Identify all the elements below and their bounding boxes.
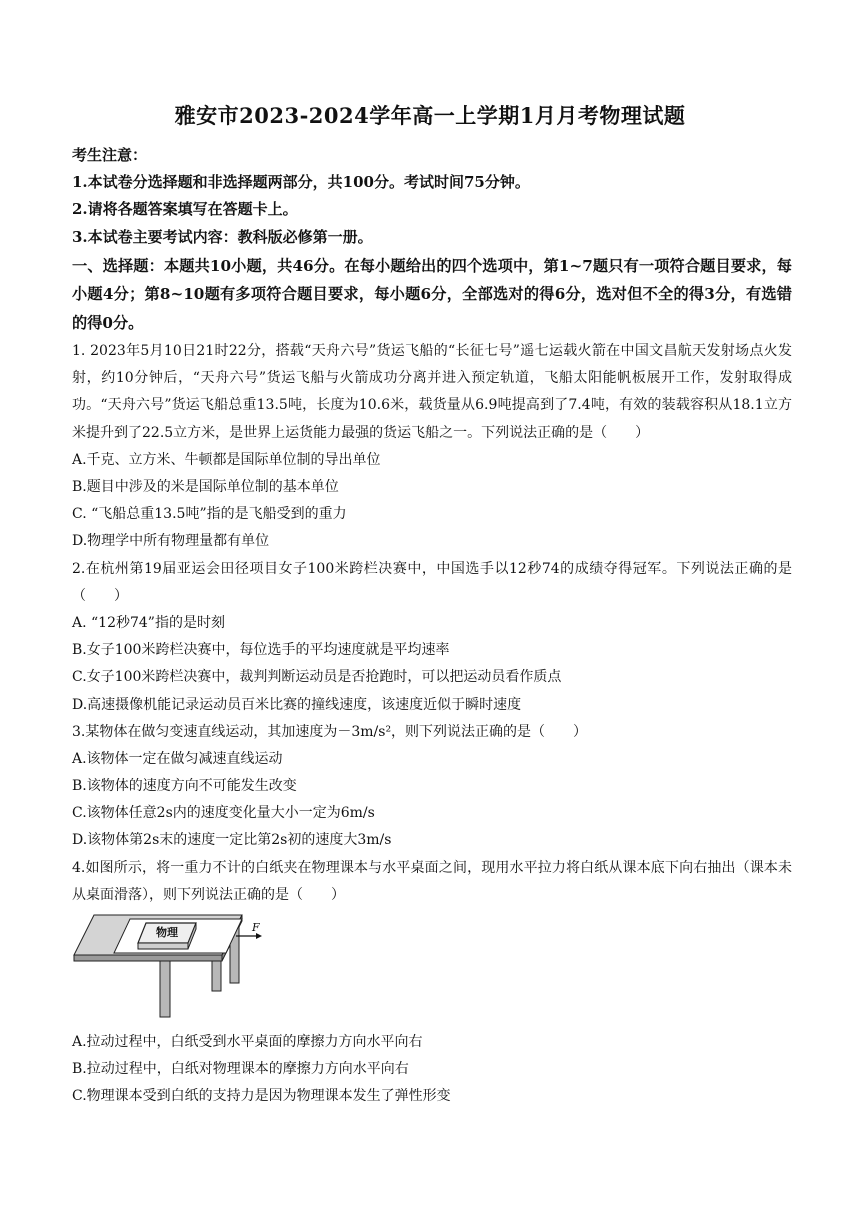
question-option: B.该物体的速度方向不可能发生改变 xyxy=(72,778,297,795)
page-title: 雅安市2023-2024学年高一上学期1月月考物理试题 xyxy=(174,103,686,128)
book-label: 物理 xyxy=(156,926,178,940)
question-option: C.该物体任意2s内的速度变化量大小一定为6m/s xyxy=(72,805,375,822)
table-book-paper-figure xyxy=(72,909,792,1027)
question-stem: 1. 2023年5月10日21时22分，搭载“天舟六号”货运飞船的“长征七号”遥七运载火箭在中国文昌航天发射场点火发射，约10分钟后，“天舟六号”货运飞船与火箭成功分离并进入预定轨道，飞船太阳能帆板展开工作，发射取得成功。“天舟六号”货运飞船总重13.5吨，长度为10.6米，载货量从6.9吨提高到了7.4吨，有效的装载容积从18.1立方米提升到了22.5立方米，是世界上运货能力最强的货运飞船之一。下列说法正确的是（ ） xyxy=(72,342,792,441)
question-option: B.题目中涉及的米是国际单位制的基本单位 xyxy=(72,478,339,495)
question-stem: 3.某物体在做匀变速直线运动，其加速度为－3m/s²，则下列说法正确的是（ ） xyxy=(72,723,588,740)
question-option: D.该物体第2s末的速度一定比第2s初的速度大3m/s xyxy=(72,832,392,849)
notice-item: 3.本试卷主要考试内容：教科版必修第一册。 xyxy=(72,227,373,246)
question-option: B.女子100米跨栏决赛中，每位选手的平均速度就是平均速率 xyxy=(72,642,450,659)
force-label: F xyxy=(252,921,260,935)
question-option: A.该物体一定在做匀减速直线运动 xyxy=(72,750,283,767)
question-option: C.物理课本受到白纸的支持力是因为物理课本发生了弹性形变 xyxy=(72,1088,451,1105)
question-option: A.拉动过程中，白纸受到水平桌面的摩擦力方向水平向右 xyxy=(72,1034,423,1051)
question-option: A.千克、立方米、牛顿都是国际单位制的导出单位 xyxy=(72,451,381,468)
notice-heading: 考生注意： xyxy=(72,146,148,164)
notice-item: 2.请将各题答案填写在答题卡上。 xyxy=(72,200,298,219)
figure-drawing xyxy=(72,909,272,1027)
question-option: A. “12秒74”指的是时刻 xyxy=(72,614,225,631)
question-option: D.物理学中所有物理量都有单位 xyxy=(72,533,270,550)
exam-content xyxy=(72,142,792,1111)
question-option: D.高速摄像机能记录运动员百米比赛的撞线速度，该速度近似于瞬时速度 xyxy=(72,696,522,713)
notice-item: 1.本试卷分选择题和非选择题两部分，共100分。考试时间75分钟。 xyxy=(72,173,530,192)
question-stem: 4.如图所示，将一重力不计的白纸夹在物理课本与水平桌面之间，现用水平拉力将白纸从课本底下向右抽出（课本未从桌面滑落），则下列说法正确的是（ ） xyxy=(72,859,792,903)
question-option: B.拉动过程中，白纸对物理课本的摩擦力方向水平向右 xyxy=(72,1061,409,1078)
question-option: C. “飞船总重13.5吨”指的是飞船受到的重力 xyxy=(72,506,347,523)
question-stem: 2.在杭州第19届亚运会田径项目女子100米跨栏决赛中，中国选手以12秒74的成绩夺得冠军。下列说法正确的是（ ） xyxy=(72,560,792,604)
section-heading: 一、选择题：本题共10小题，共46分。在每小题给出的四个选项中，第1~7题只有一项符合题目要求，每小题4分；第8~10题有多项符合题目要求，每小题6分，全部选对的得6分，选对但不全的得3分，有选错的得0分。 xyxy=(72,256,792,332)
question-option: C.女子100米跨栏决赛中，裁判判断运动员是否抢跑时，可以把运动员看作质点 xyxy=(72,669,562,686)
